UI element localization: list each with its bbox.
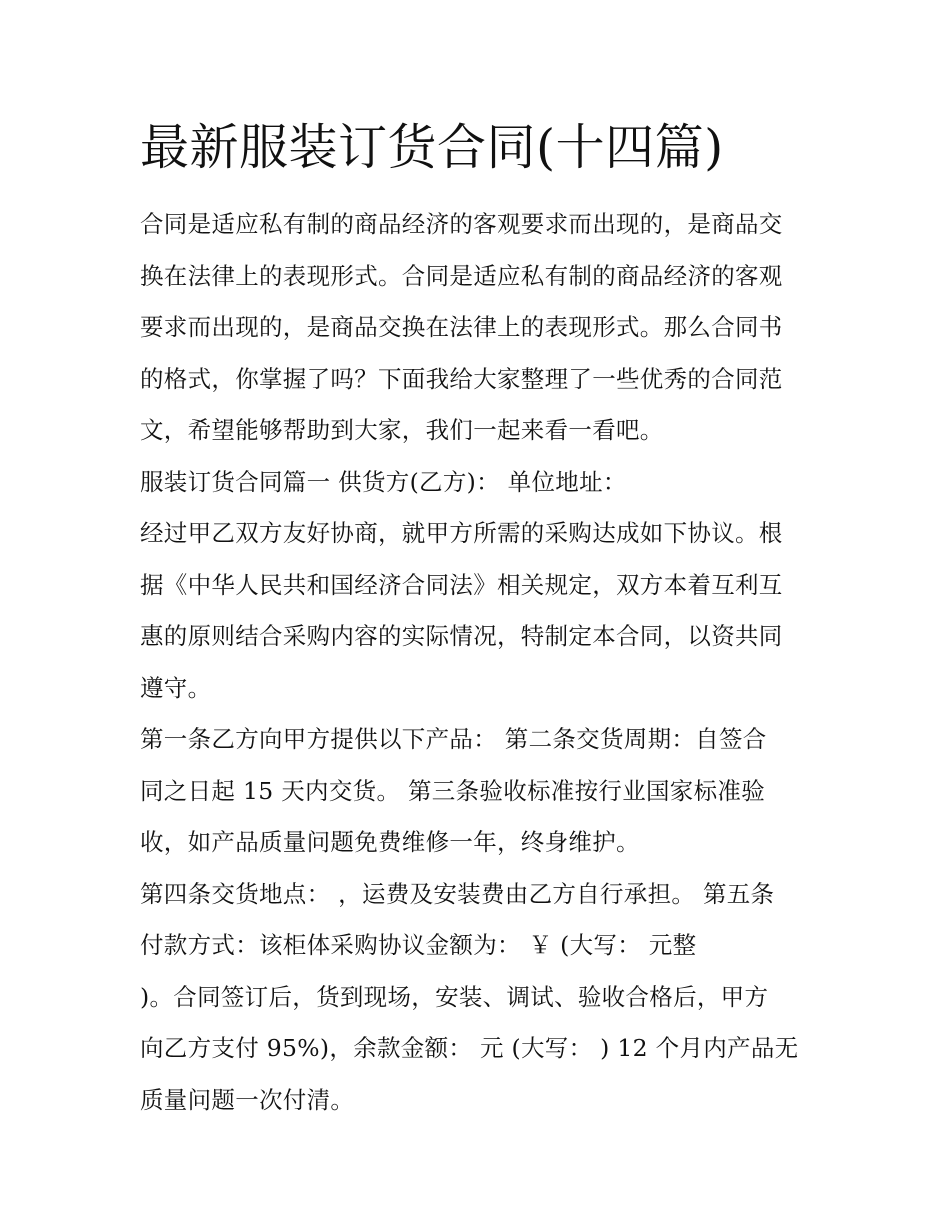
text-line: 同之日起 15 天内交货。 第三条验收标准按行业国家标准验 bbox=[140, 776, 766, 805]
text-line: )。合同签订后，货到现场，安装、调试、验收合格后，甲方 bbox=[140, 982, 769, 1011]
paragraph-agreement bbox=[140, 508, 820, 714]
text-line: 向乙方支付 95%)，余款金额： 元 (大写： ) 12 个月内产品无 bbox=[140, 1034, 799, 1062]
text-line: 惠的原则结合采购内容的实际情况，特制定本合同，以资共同 bbox=[140, 622, 783, 650]
text-line: 第一条乙方向甲方提供以下产品： 第二条交货周期：自签合 bbox=[140, 725, 767, 753]
text-line: 遵守。 bbox=[140, 673, 212, 702]
text-line: 收，如产品质量问题免费维修一年，终身维护。 bbox=[140, 828, 640, 856]
paragraph-articles-1-3 bbox=[140, 714, 820, 869]
document-body bbox=[140, 108, 820, 1126]
text-line: 的格式，你掌握了吗？下面我给大家整理了一些优秀的合同范 bbox=[140, 364, 783, 393]
text-line: 文，希望能够帮助到大家，我们一起来看一看吧。 bbox=[140, 416, 664, 444]
text-line: 经过甲乙双方友好协商，就甲方所需的采购达成如下协议。根 bbox=[140, 519, 783, 547]
text-line: 第四条交货地点： ，运费及安装费由乙方自行承担。 第五条 bbox=[140, 879, 775, 908]
text-line: 合同是适应私有制的商品经济的客观要求而出现的，是商品交 bbox=[140, 210, 783, 238]
text-line: 换在法律上的表现形式。合同是适应私有制的商品经济的客观 bbox=[140, 261, 783, 290]
text-line: 要求而出现的，是商品交换在法律上的表现形式。那么合同书 bbox=[140, 313, 783, 341]
paragraph-articles-4-5 bbox=[140, 869, 820, 1127]
text-line: 据《中华人民共和国经济合同法》相关规定，双方本着互利互 bbox=[140, 570, 783, 599]
document-title: 最新服装订货合同(十四篇) bbox=[140, 119, 724, 176]
paragraph-intro bbox=[140, 199, 820, 457]
text-line: 服装订货合同篇一 供货方(乙方)： 单位地址： bbox=[140, 467, 627, 496]
text-line: 付款方式：该柜体采购协议金额为： ￥ (大写： 元整 bbox=[140, 931, 697, 959]
paragraph-section-heading bbox=[140, 457, 820, 509]
text-line: 质量问题一次付清。 bbox=[140, 1085, 355, 1114]
